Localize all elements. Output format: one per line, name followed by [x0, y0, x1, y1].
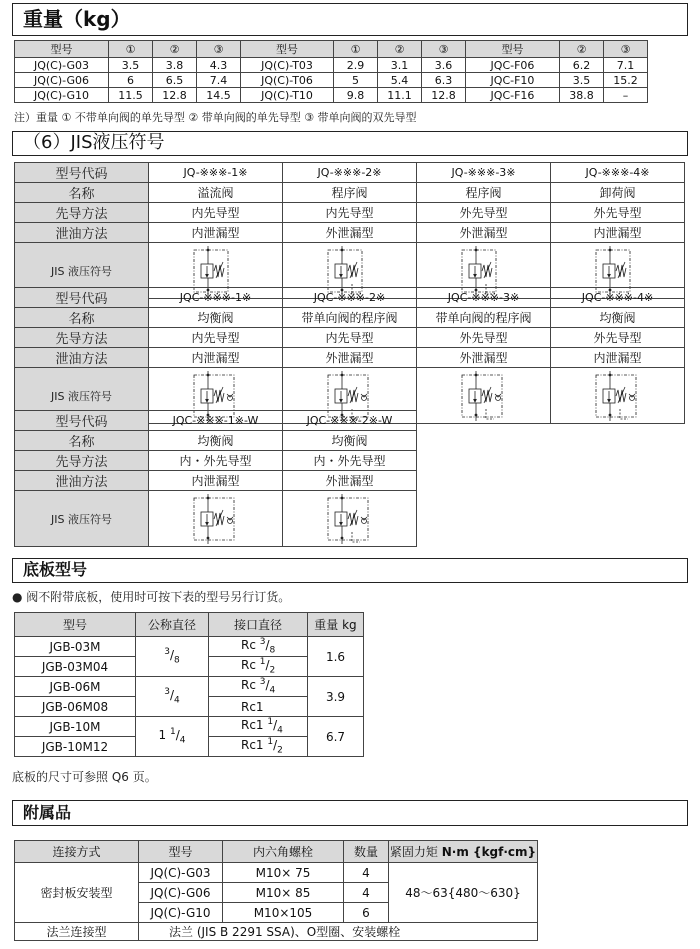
section-header-subplate: 底板型号: [12, 558, 688, 583]
fraction: [241, 700, 264, 714]
header-cell: 接口直径: [209, 613, 308, 637]
table-cell: JQ(C)-G10: [15, 88, 109, 103]
port-size: [209, 737, 308, 757]
table-cell: 15.2: [604, 73, 648, 88]
section-header-weight: 重量（kg）: [12, 3, 688, 36]
table-cell: JQ(C)-T03: [241, 58, 334, 73]
fraction-prefix: Rc: [241, 658, 260, 673]
table-cell: 3.5: [109, 58, 153, 73]
header-cell: ②: [378, 41, 422, 58]
header-cell: [389, 841, 538, 863]
spec-cell: 外泄漏型: [283, 223, 417, 243]
weight-note: 注）重量 ① 不带单向阀的单先导型 ② 带单向阀的单先导型 ③ 带单向阀的双先导型: [14, 111, 417, 124]
row-label: JIS 液压符号: [15, 491, 149, 547]
fraction-num: 3: [164, 687, 170, 698]
header-cell: ③: [604, 41, 648, 58]
row-label: 名称: [15, 183, 149, 203]
spec-cell: 外泄漏型: [417, 348, 551, 368]
port-size: [209, 677, 308, 697]
table-cell: JQ(C)-G03: [15, 58, 109, 73]
header-cell: ①: [334, 41, 378, 58]
jis-table: [14, 287, 685, 424]
spec-cell: 外先导型: [551, 328, 685, 348]
spec-cell: 内先导型: [283, 203, 417, 223]
spec-cell: 外先导型: [417, 203, 551, 223]
row-label: 泄油方法: [15, 348, 149, 368]
fraction: $^3/_4$: [164, 687, 180, 706]
weight-cell: 6.7: [308, 717, 364, 757]
table-cell: 5.4: [378, 73, 422, 88]
fraction-den: 4: [174, 695, 180, 706]
spec-cell: 均衡阀: [149, 308, 283, 328]
spec-cell: 内泄漏型: [149, 223, 283, 243]
table-cell: 14.5: [197, 88, 241, 103]
spec-cell: 内先导型: [149, 328, 283, 348]
bolt-cell: M10×105: [223, 903, 344, 923]
row-label: 泄油方法: [15, 223, 149, 243]
table-cell: 2.9: [334, 58, 378, 73]
table-cell: –: [604, 88, 648, 103]
table-cell: 6.3: [422, 73, 466, 88]
fraction: Rc1 $^1/_4$: [241, 717, 283, 736]
spec-cell: JQC-※※※-4※: [551, 288, 685, 308]
spec-cell: 内・外先导型: [283, 451, 417, 471]
header-cell: 型号: [241, 41, 334, 58]
qty-cell: 4: [344, 883, 389, 903]
spec-cell: 内泄漏型: [551, 223, 685, 243]
spec-cell: 程序阀: [283, 183, 417, 203]
spec-cell: 外先导型: [417, 328, 551, 348]
gasket-type: 密封板安装型: [15, 863, 139, 923]
header-cell: 数量: [344, 841, 389, 863]
header-cell: 型号: [15, 41, 109, 58]
fraction: Rc $^3/_8$: [241, 637, 276, 656]
table-cell: 4.3: [197, 58, 241, 73]
header-cell: 连接方式: [15, 841, 139, 863]
fraction-prefix: Rc: [241, 638, 260, 653]
fraction-num: 3: [259, 677, 266, 688]
row-label: 先导方法: [15, 203, 149, 223]
header-cell: 型号: [466, 41, 560, 58]
spec-cell: 均衡阀: [149, 431, 283, 451]
row-label: 先导方法: [15, 451, 149, 471]
fraction-num: 3: [164, 647, 170, 658]
spec-cell: JQ-※※※-2※: [283, 163, 417, 183]
spec-cell: 外泄漏型: [417, 223, 551, 243]
model-cell: JGB-06M08: [15, 697, 136, 717]
row-label: JIS 液压符号: [15, 368, 149, 424]
table-cell: 11.1: [378, 88, 422, 103]
spec-cell: 均衡阀: [551, 308, 685, 328]
section-header-jis: （6）JIS液压符号: [12, 131, 688, 156]
hydraulic-symbol-icon: [320, 492, 380, 546]
table-cell: 3.8: [153, 58, 197, 73]
symbol-cell: [149, 491, 283, 547]
subplate-bullet: ● 阀不附带底板，使用时可按下表的型号另行订货。: [12, 590, 291, 604]
port-size: [209, 657, 308, 677]
table-row: [15, 637, 364, 657]
model-cell: JGB-10M: [15, 717, 136, 737]
spec-cell: 内泄漏型: [149, 471, 283, 491]
header-cell: 重量 kg: [308, 613, 364, 637]
table-cell: 5: [334, 73, 378, 88]
fraction-den: 4: [269, 685, 276, 696]
hydraulic-symbol-icon: [588, 369, 648, 423]
spec-cell: JQC-※※※-2※-W: [283, 411, 417, 431]
header-cell: ①: [109, 41, 153, 58]
table-cell: 3.1: [378, 58, 422, 73]
spec-cell: 程序阀: [417, 183, 551, 203]
fraction-prefix: 1: [158, 728, 170, 743]
fraction-prefix: Rc: [241, 678, 260, 693]
table-cell: JQC-F06: [466, 58, 560, 73]
table-cell: JQC-F16: [466, 88, 560, 103]
table-row: [15, 88, 648, 103]
fraction-den: 4: [277, 725, 283, 736]
spec-cell: 外先导型: [551, 203, 685, 223]
weight-cell: 3.9: [308, 677, 364, 717]
spec-cell: 带单向阀的程序阀: [417, 308, 551, 328]
row-label: 型号代码: [15, 288, 149, 308]
header-cell: 内六角螺栓: [223, 841, 344, 863]
fraction-den: 8: [269, 645, 276, 656]
model-cell: JGB-06M: [15, 677, 136, 697]
spec-cell: JQC-※※※-3※: [417, 288, 551, 308]
spec-cell: 卸荷阀: [551, 183, 685, 203]
weight-table: [14, 40, 648, 103]
port-size: [209, 637, 308, 657]
spec-cell: JQ-※※※-3※: [417, 163, 551, 183]
fraction-prefix: Rc1: [241, 718, 268, 733]
table-cell: 7.1: [604, 58, 648, 73]
spec-cell: 内先导型: [149, 203, 283, 223]
bolt-cell: M10× 85: [223, 883, 344, 903]
table-row: [15, 58, 648, 73]
fraction: Rc $^1/_2$: [241, 657, 276, 676]
table-row: [15, 677, 364, 697]
fraction: 1 $^1/_4$: [158, 727, 186, 746]
model-cell: JQ(C)-G03: [139, 863, 223, 883]
spec-cell: 内・外先导型: [149, 451, 283, 471]
fraction: $^3/_8$: [164, 647, 180, 666]
fraction-num: 1: [267, 717, 274, 728]
nominal-size: [136, 677, 209, 717]
fraction-den: 8: [174, 655, 180, 666]
jis-table: [14, 162, 685, 299]
spec-cell: 溢流阀: [149, 183, 283, 203]
spec-cell: JQ-※※※-4※: [551, 163, 685, 183]
spec-cell: 外泄漏型: [283, 471, 417, 491]
row-label: 型号代码: [15, 163, 149, 183]
header-cell: 公称直径: [136, 613, 209, 637]
table-cell: 3.5: [560, 73, 604, 88]
spec-cell: 均衡阀: [283, 431, 417, 451]
spec-cell: 内泄漏型: [149, 348, 283, 368]
model-cell: JGB-03M: [15, 637, 136, 657]
model-cell: JQ(C)-G06: [139, 883, 223, 903]
weight-cell: 1.6: [308, 637, 364, 677]
subplate-table: [14, 612, 364, 757]
row-label: 名称: [15, 431, 149, 451]
jis-table: [14, 410, 417, 547]
fraction-num: 3: [259, 637, 266, 648]
flange-type: 法兰连接型: [15, 923, 139, 941]
model-cell: JQ(C)-G10: [139, 903, 223, 923]
row-label: 名称: [15, 308, 149, 328]
table-row: [15, 717, 364, 737]
model-cell: JGB-03M04: [15, 657, 136, 677]
spec-cell: JQC-※※※-1※: [149, 288, 283, 308]
table-cell: JQ(C)-G06: [15, 73, 109, 88]
spec-cell: 外泄漏型: [283, 348, 417, 368]
symbol-cell: [283, 491, 417, 547]
row-label: 泄油方法: [15, 471, 149, 491]
port-size: [209, 697, 308, 717]
row-label: JIS 液压符号: [15, 243, 149, 299]
symbol-cell: [417, 368, 551, 424]
spec-cell: 内泄漏型: [551, 348, 685, 368]
fraction-prefix: Rc1: [241, 738, 268, 753]
header-cell: ③: [422, 41, 466, 58]
row-label: 先导方法: [15, 328, 149, 348]
header-cell: 型号: [15, 613, 136, 637]
section-header-accessories: 附属品: [12, 800, 688, 826]
table-cell: 6.5: [153, 73, 197, 88]
table-cell: 12.8: [153, 88, 197, 103]
symbol-cell: [551, 368, 685, 424]
torque-value: 48～63{480～630}: [389, 863, 538, 923]
spec-cell: JQ-※※※-1※: [149, 163, 283, 183]
port-size: [209, 717, 308, 737]
table-cell: JQ(C)-T06: [241, 73, 334, 88]
table-cell: 38.8: [560, 88, 604, 103]
fraction-num: 1: [259, 657, 266, 668]
header-cell: ②: [153, 41, 197, 58]
qty-cell: 6: [344, 903, 389, 923]
fraction-den: 2: [269, 665, 276, 676]
header-cell: ②: [560, 41, 604, 58]
table-cell: 3.6: [422, 58, 466, 73]
table-cell: 6: [109, 73, 153, 88]
fraction-den: 4: [179, 735, 186, 746]
hydraulic-symbol-icon: [186, 492, 246, 546]
header-cell: ③: [197, 41, 241, 58]
table-cell: 11.5: [109, 88, 153, 103]
header-cell: 型号: [139, 841, 223, 863]
bolt-cell: M10× 75: [223, 863, 344, 883]
spec-cell: JQC-※※※-2※: [283, 288, 417, 308]
subplate-note: 底板的尺寸可参照 Q6 页。: [12, 770, 157, 784]
nominal-size: [136, 637, 209, 677]
table-cell: 7.4: [197, 73, 241, 88]
fraction: Rc1 $^1/_2$: [241, 737, 283, 756]
table-cell: 9.8: [334, 88, 378, 103]
fraction: Rc $^3/_4$: [241, 677, 276, 696]
table-row: [15, 73, 648, 88]
qty-cell: 4: [344, 863, 389, 883]
table-cell: JQC-F10: [466, 73, 560, 88]
table-cell: 6.2: [560, 58, 604, 73]
nominal-size: [136, 717, 209, 757]
model-cell: JGB-10M12: [15, 737, 136, 757]
fraction-prefix: Rc1: [241, 699, 264, 714]
fraction-den: 2: [277, 745, 283, 756]
spec-cell: 带单向阀的程序阀: [283, 308, 417, 328]
fraction-num: 1: [169, 727, 176, 738]
table-cell: JQ(C)-T10: [241, 88, 334, 103]
hydraulic-symbol-icon: [454, 369, 514, 423]
flange-items: 法兰 (JIS B 2291 SSA)、O型圈、安装螺栓: [139, 923, 538, 941]
spec-cell: JQC-※※※-1※-W: [149, 411, 283, 431]
accessories-table: [14, 840, 538, 941]
table-cell: 12.8: [422, 88, 466, 103]
torque-label: 紧固力矩: [389, 845, 438, 859]
fraction-num: 1: [267, 737, 274, 748]
spec-cell: 内先导型: [283, 328, 417, 348]
torque-unit: N·m {kgf·cm}: [441, 845, 537, 859]
row-label: 型号代码: [15, 411, 149, 431]
